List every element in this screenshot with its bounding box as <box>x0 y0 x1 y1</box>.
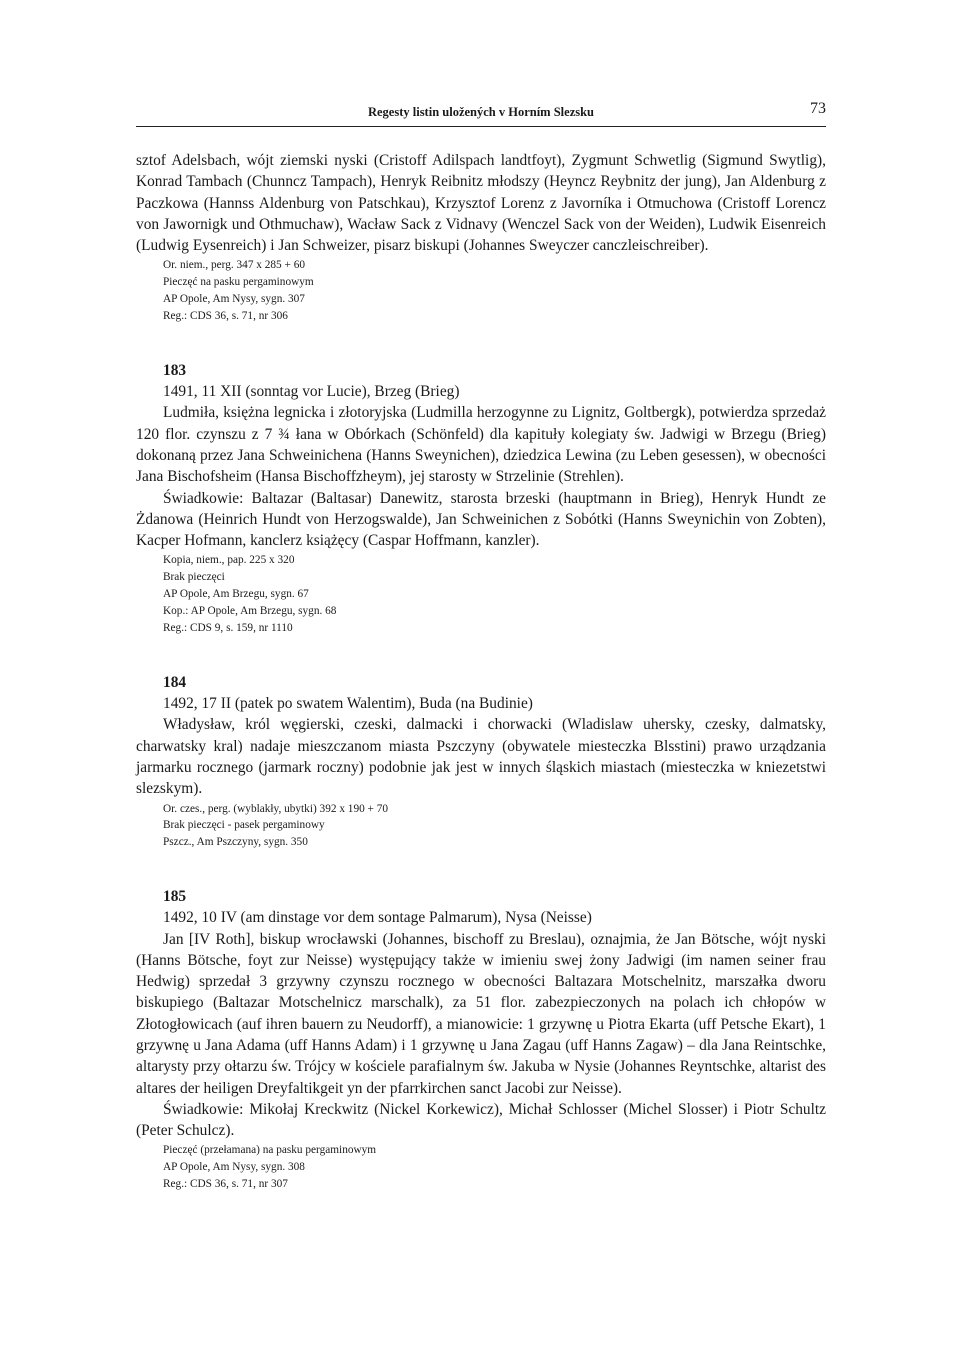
regest-entry-184 <box>136 672 826 851</box>
entry-paragraph: Jan [IV Roth], biskup wrocławski (Johannes, bischoff zu Breslau), oznajmia, że Jan Bötsche, wójt nyski (Hanns Bötsche, foyt zur Neisse) występujący także w imieniu swej żony Jadwigi (im namen seiner frau Hedwig) sprzedał 3 grzywny czynszu rocznego w obecności Baltazara Motschelnitz, marszałka dworu biskupiego (Baltazar Motschelnicz marschalk), za 51 flor. zabezpieczonych na polach ich chłopów w Złotogłowicach (auf ihren bauern zu Neudorff), a mianowicie: 1 grzywnę u Piotra Ekarta (uff Petsche Ekart), 1 grzywnę u Jana Adama (uff Hanns Adam) i 1 grzywnę u Jana Zagau (uff Hanns Zagaw) – dla Jana Reintschke, altarysty przy ołtarzu św. Trójcy w kościele parafialnym św. Jakuba w Nysie (Johannes Reyntschke, altarist des altares der heiligen Dreyfaltikgeit yn der pfarrkirchen sanct Jacobi zur Neisse). <box>136 930 826 1097</box>
entry-date-line: 1491, 11 XII (sonntag vor Lucie), Brzeg (Brieg) <box>163 383 460 401</box>
archival-note: Reg.: CDS 36, s. 71, nr 307 <box>163 1178 288 1191</box>
regest-entry-183 <box>136 360 826 637</box>
entry-number: 184 <box>163 674 187 692</box>
archival-note: AP Opole, Am Nysy, sygn. 308 <box>163 1161 305 1174</box>
archival-note: Brak pieczęci - pasek pergaminowy <box>163 819 325 832</box>
page-number: 73 <box>810 100 826 117</box>
archival-note: Pieczęć (przełamana) na pasku pergaminowym <box>163 1144 377 1157</box>
archival-note: Reg.: CDS 36, s. 71, nr 306 <box>163 310 288 323</box>
archival-note: Pszcz., Am Pszczyny, sygn. 350 <box>163 836 308 849</box>
archival-note: Brak pieczęci <box>163 571 225 584</box>
entry-witnesses: Świadkowie: Baltazar (Baltasar) Danewitz, starosta brzeski (hauptmann in Brieg), Henryk Hundt ze Żdanowa (Heinrich Hundt von Herzogswalde), Jan Schweinichen z Sobótki (Hanns Sweynichin von Zobten), Kacper Hofmann, kanclerz książęcy (Caspar Hoffmann, kanzler). <box>136 489 826 550</box>
archival-note: Or. czes., perg. (wyblakły, ubytki) 392 x 190 + 70 <box>163 802 389 815</box>
entry-number: 185 <box>163 888 187 906</box>
archival-note: Kop.: AP Opole, Am Brzegu, sygn. 68 <box>163 605 337 618</box>
entry-number: 183 <box>163 362 187 380</box>
archival-note: Pieczęć na pasku pergaminowym <box>163 276 314 289</box>
regest-entry-185 <box>136 886 826 1193</box>
entry-date-line: 1492, 10 IV (am dinstage vor dem sontage Palmarum), Nysa (Neisse) <box>163 909 592 927</box>
archival-note: AP Opole, Am Brzegu, sygn. 67 <box>163 588 309 601</box>
running-header-title: Regesty listin uložených v Horním Slezsku <box>367 105 595 119</box>
running-header <box>136 96 826 127</box>
archival-note: Reg.: CDS 9, s. 159, nr 1110 <box>163 622 293 635</box>
archival-note: Or. niem., perg. 347 x 285 + 60 <box>163 259 306 272</box>
entry-paragraph: Ludmiła, księżna legnicka i złotoryjska (Ludmilla herzogynne zu Lignitz, Goltbergk), potwierdza sprzedaż 120 flor. czynszu z 7 ¾ łana w Obórkach (Schönfeld) dla kapituły kolegiaty św. Jadwigi w Brzegu (Brieg) dokonaną przez Jana Schweinichena (Hanns Sweynichen), dziedzica Lewina (zu Leben gesessen), w obecności Jana Bischofsheim (Hansa Bischoffzheym), jej starosty w Strzelinie (Strehlen). <box>136 404 826 486</box>
entry-paragraph: Władysław, król węgierski, czeski, dalmacki i chorwacki (Wladislaw uhersky, czesky, dalmatsky, charwatsky kral) nadaje mieszczanom miasta Pszczyny (obywatele miesteczka Blsstini) prawo urządzania jarmarku rocznego (jarmark roczny) podobnie jak jest w innych śląskich miastach (miesteczka w kniezetstwi slezskym). <box>136 716 826 798</box>
entry-date-line: 1492, 17 II (patek po swatem Walentim), Buda (na Budinie) <box>163 695 533 713</box>
page-content <box>136 150 826 1193</box>
archival-note: AP Opole, Am Nysy, sygn. 307 <box>163 293 305 306</box>
continued-paragraph: sztof Adelsbach, wójt ziemski nyski (Cristoff Adilspach landtfoyt), Zygmunt Schwetlig (Sigmund Swytlig), Konrad Tambach (Chunncz Tampach), Henryk Reibnitz młodszy (Heyncz Reybnitz der jung), Jan Aldenburg z Paczkowa (Hannss Aldenburg von Patschkau), Krzysztof Lorenz z Javorníka i Otmuchowa (Cristoff Lorencz von Jawornigk und Othmuchaw), Wacław Sack z Vidnavy (Wenczel Sack von der Weiden), Ludwik Eisenreich (Ludwig Eysenreich) i Jan Schweizer, pisarz biskupi (Johannes Sweyczer canczleischreiber). <box>136 152 826 255</box>
archival-note: Kopia, niem., pap. 225 x 320 <box>163 554 295 567</box>
continued-entry <box>136 150 826 325</box>
entry-witnesses: Świadkowie: Mikołaj Kreckwitz (Nickel Korkewicz), Michał Schlosser (Michel Slosser) i Piotr Schultz (Peter Schulcz). <box>136 1100 826 1140</box>
